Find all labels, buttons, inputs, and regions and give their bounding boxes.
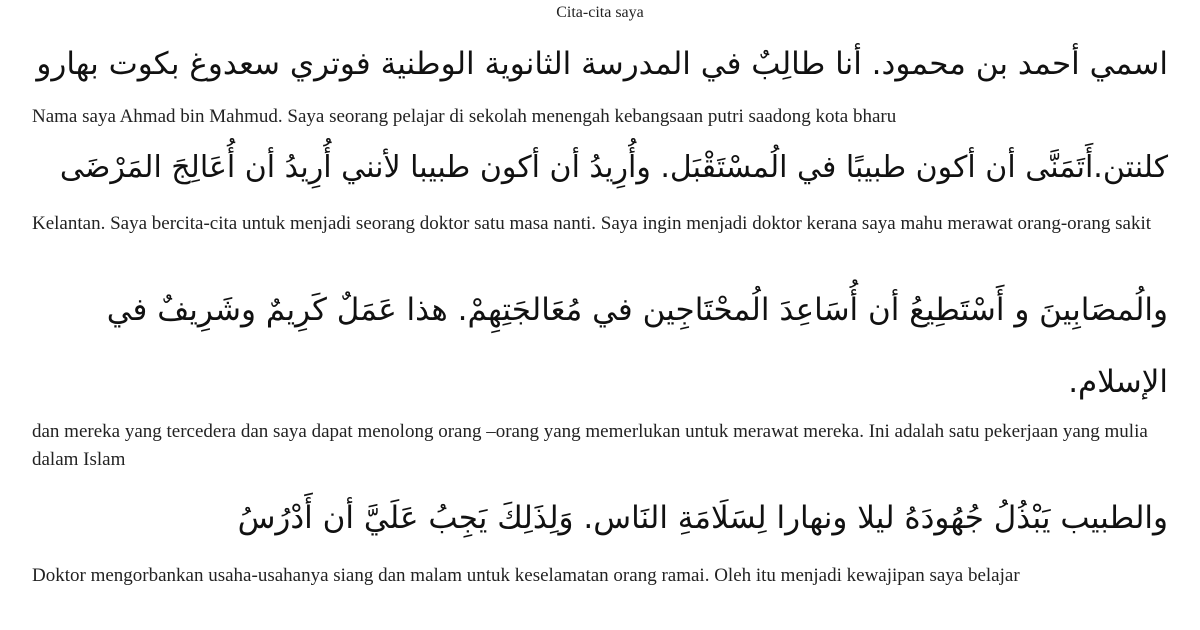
latin-paragraph-1: Nama saya Ahmad bin Mahmud. Saya seorang pelajar di sekolah menengah kebangsaan putri saadong kota bharu (32, 106, 897, 127)
arabic-line-3-continued: الإسلام. (1068, 364, 1168, 400)
latin-paragraph-4: Doktor mengorbankan usaha-usahanya siang dan malam untuk keselamatan orang ramai. Oleh itu menjadi kewajipan saya belajar (32, 565, 1020, 586)
arabic-line-2: كلنتن.أَتَمَنَّى أن أكون طبيبًا في الُمسْتَقْبَل. وأُرِيدُ أن أكون طبيبا لأنني أُرِيدُ أن أُعَالِجَ المَرْضَى (59, 150, 1168, 185)
arabic-line-4: والطبيب يَبْذُلُ جُهُودَهُ ليلا ونهارا لِسَلَامَةِ النَاس. وَلِذَلِكَ يَجِبُ عَلَيَّ أن أَدْرُسُ (237, 500, 1168, 536)
latin-paragraph-3: dan mereka yang tercedera dan saya dapat menolong orang –orang yang memerlukan untuk merawat mereka. Ini adalah satu pekerjaan yang mulia dalam Islam (32, 421, 1148, 470)
latin-paragraph-2: Kelantan. Saya bercita-cita untuk menjadi seorang doktor satu masa nanti. Saya ingin menjadi doktor kerana saya mahu merawat orang-orang sakit (32, 213, 1152, 234)
page-title: Cita-cita saya (556, 4, 644, 21)
arabic-line-1: اسمي أحمد بن محمود. أنا طالِبٌ في المدرسة الثانوية الوطنية فوتري سعدوغ بكوت بهارو (36, 46, 1168, 82)
arabic-line-3: والُمصَابِينَ و أَسْتَطِيعُ أن أُسَاعِدَ الُمحْتَاجِين في مُعَالجَتِهِمْ. هذا عَمَلٌ كَرِيمٌ وشَرِيفٌ في (106, 292, 1168, 328)
